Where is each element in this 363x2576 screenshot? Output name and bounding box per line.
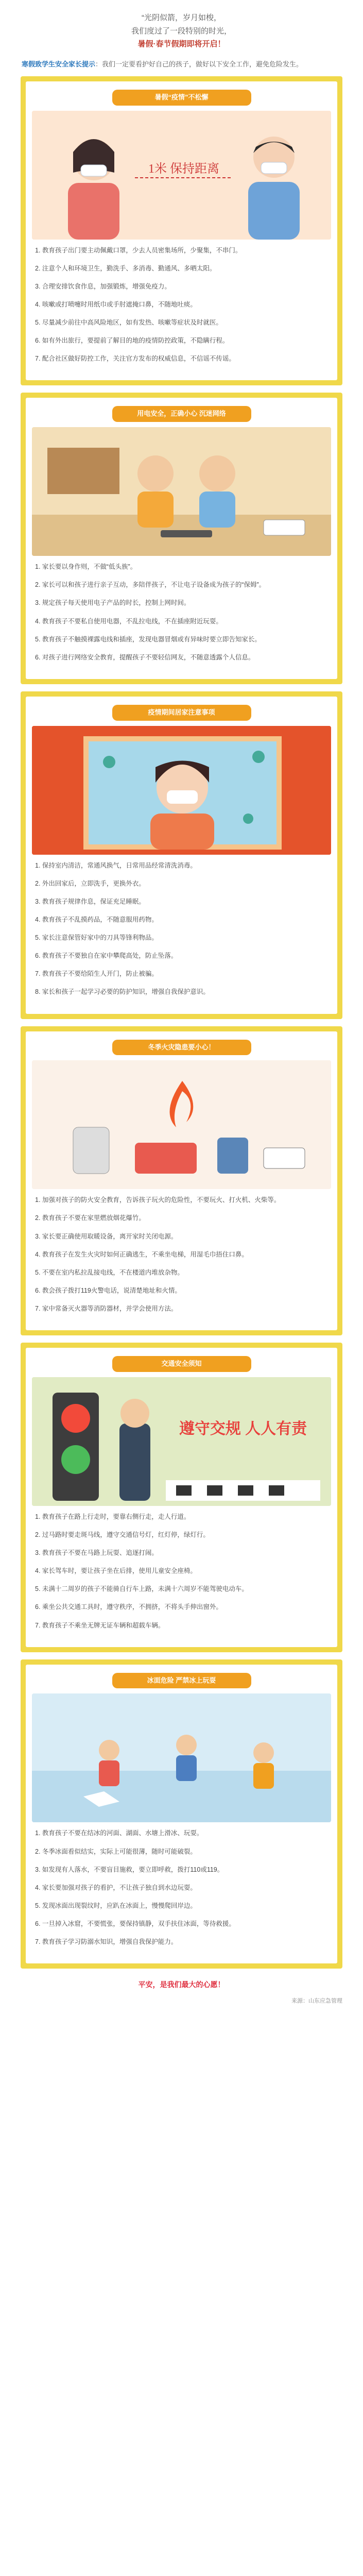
- section-fire: [21, 1026, 342, 1336]
- distancing-illustration: [32, 111, 331, 240]
- para: 7. 教育孩子不乘坐无牌无证车辆和超载车辆。: [35, 1621, 165, 1629]
- section-title: 暑假“疫情”不松懈: [112, 90, 251, 106]
- para: 4. 家长要加强对孩子的看护，不让孩子独自到水边玩耍。: [35, 1884, 197, 1891]
- section-title: 冰面危险 严禁冰上玩耍: [112, 1673, 251, 1689]
- para: 1. 加强对孩子的防火安全教育，告诉孩子玩火的危险性，不要玩火、打火机、火柴等。: [35, 1196, 281, 1204]
- section-title: 冬季火灾隐患要小心！: [112, 1040, 251, 1056]
- para: 5. 家长注意保管好家中的刀具等锋利物品。: [35, 934, 158, 942]
- para: 5. 不要在室内私拉乱接电线，不在楼道内堆放杂物。: [35, 1268, 184, 1276]
- para: 3. 规定孩子每天使用电子产品的时长，控制上网时间。: [35, 599, 191, 607]
- para: 3. 教育孩子不要在马路上玩耍、追逐打闹。: [35, 1549, 158, 1557]
- para: 2. 外出回家后，立即洗手，更换外衣。: [35, 879, 145, 887]
- illustration-kids-gaming: [32, 427, 331, 556]
- intro-line-2: 我们度过了一段特别的时光，: [131, 26, 232, 36]
- illus-caption: 遵守交规 人人有责: [179, 1420, 307, 1437]
- para: 1. 教育孩子在路上行走时，要靠右侧行走，走人行道。: [35, 1513, 191, 1520]
- para: 4. 咳嗽或打喷嚏时用纸巾或手肘遮掩口鼻，不随地吐痰。: [35, 300, 197, 308]
- para: 2. 注意个人和环境卫生，勤洗手、多消毒、勤通风、多晒太阳。: [35, 264, 216, 272]
- para: 5. 尽量减少前往中高风险地区，如有发热、咳嗽等症状及时就医。: [35, 319, 222, 327]
- section-title: 疫情期间居家注意事项: [112, 705, 251, 721]
- section-epidemic: [21, 76, 342, 386]
- notice: [22, 58, 341, 70]
- para: 4. 教育孩子在发生火灾时如何正确逃生，不乘坐电梯，用湿毛巾捂住口鼻。: [35, 1250, 248, 1258]
- illustration-fire-hazards: [32, 1060, 331, 1189]
- para: 1. 教育孩子不要在结冰的河面、湖面、水塘上滑冰、玩耍。: [35, 1829, 203, 1837]
- para: 6. 对孩子进行网络安全教育，提醒孩子不要轻信网友，不随意透露个人信息。: [35, 653, 255, 661]
- para: 8. 家长和孩子一起学习必要的防护知识，增强自我保护意识。: [35, 988, 210, 996]
- intro: [21, 0, 342, 51]
- para: 1. 家长要以身作则，不做“低头族”。: [35, 563, 137, 571]
- intro-line-3: 暑假·春节假期即将开启！: [137, 40, 226, 48]
- para: 2. 过马路时要走斑马线，遵守交通信号灯，红灯停，绿灯行。: [35, 1531, 210, 1538]
- para: 4. 教育孩子不要私自使用电器，不乱拉电线，不在插座附近玩耍。: [35, 617, 222, 625]
- para: 3. 教育孩子规律作息，保证充足睡眠。: [35, 897, 145, 905]
- para: 3. 如发现有人落水，不要盲目施救，要立即呼救，拨打110或119。: [35, 1866, 224, 1873]
- notice-tag: 寒假致学生安全家长提示: [22, 60, 96, 68]
- para: 3. 家长要正确使用取暖设备，离开家时关闭电源。: [35, 1232, 178, 1240]
- para: 1. 教育孩子出门要主动佩戴口罩，少去人员密集场所，少聚集，不串门。: [35, 246, 242, 254]
- para: 6. 教育孩子不要独自在家中攀爬高处，防止坠落。: [35, 952, 178, 960]
- para: 7. 教育孩子学习防溺水知识，增强自我保护能力。: [35, 1938, 178, 1946]
- section-electric-internet: [21, 393, 342, 684]
- illustration-window-virus: [32, 726, 331, 855]
- section-home-care: [21, 691, 342, 1019]
- intro-line-1: “光阴似箭，岁月如梭，: [142, 13, 221, 22]
- closing-line: 平安，是我们最大的心愿！: [138, 1980, 225, 1989]
- para: 7. 教育孩子不要给陌生人开门，防止被骗。: [35, 970, 158, 978]
- para: 4. 家长驾车时，要让孩子坐在后排，使用儿童安全座椅。: [35, 1567, 197, 1575]
- para: 6. 教会孩子拨打119火警电话，说清楚地址和火情。: [35, 1286, 181, 1294]
- illustration-traffic: [32, 1377, 331, 1506]
- para: 3. 合理安排饮食作息，加强锻炼，增强免疫力。: [35, 282, 171, 290]
- para: 2. 冬季冰面看似结实，实际上可能很薄，随时可能破裂。: [35, 1848, 197, 1855]
- para: 2. 家长可以和孩子进行亲子互动，多陪伴孩子，不让电子设备成为孩子的“保姆”。: [35, 581, 266, 589]
- para: 5. 教育孩子不触摸裸露电线和插座，发现电器冒烟或有异味时要立即告知家长。: [35, 635, 261, 643]
- illustration-ice-skating: [32, 1693, 331, 1822]
- illus-caption: 1米 保持距离: [148, 162, 219, 176]
- para: 6. 如有外出旅行，要提前了解目的地的疫情防控政策，不隐瞒行程。: [35, 337, 229, 345]
- para: 5. 发现冰面出现裂纹时，应趴在冰面上，慢慢爬回岸边。: [35, 1902, 197, 1909]
- para: 2. 教育孩子不要在家里燃放烟花爆竹。: [35, 1214, 145, 1222]
- notice-text: ：我们一定要看护好自己的孩子，做好以下安全工作，避免危险发生。: [95, 60, 303, 68]
- para: 4. 教育孩子不乱摸药品，不随意服用药物。: [35, 916, 158, 923]
- section-traffic: [21, 1343, 342, 1652]
- section-ice: [21, 1659, 342, 1969]
- para: 7. 配合社区做好防控工作，关注官方发布的权威信息，不信谣不传谣。: [35, 355, 235, 363]
- para: 1. 保持室内清洁，常通风换气，日常用品经常清洗消毒。: [35, 861, 197, 869]
- para: 6. 一旦掉入冰窟，不要慌张，要保持镇静，双手扶住冰面，等待救援。: [35, 1920, 235, 1928]
- source-credit: 来源：山东应急管理: [291, 1997, 342, 2004]
- section-title: 用电安全，正确小心 沉迷网络: [112, 406, 251, 422]
- para: 7. 家中常备灭火器等消防器材，并学会使用方法。: [35, 1305, 178, 1313]
- para: 6. 乘坐公共交通工具时，遵守秩序，不拥挤，不将头手伸出窗外。: [35, 1603, 222, 1611]
- illustration-distancing: [32, 111, 331, 240]
- para: 5. 未满十二周岁的孩子不能骑自行车上路，未满十六周岁不能驾驶电动车。: [35, 1585, 248, 1593]
- section-title: 交通安全须知: [112, 1356, 251, 1372]
- section-body: [32, 240, 331, 374]
